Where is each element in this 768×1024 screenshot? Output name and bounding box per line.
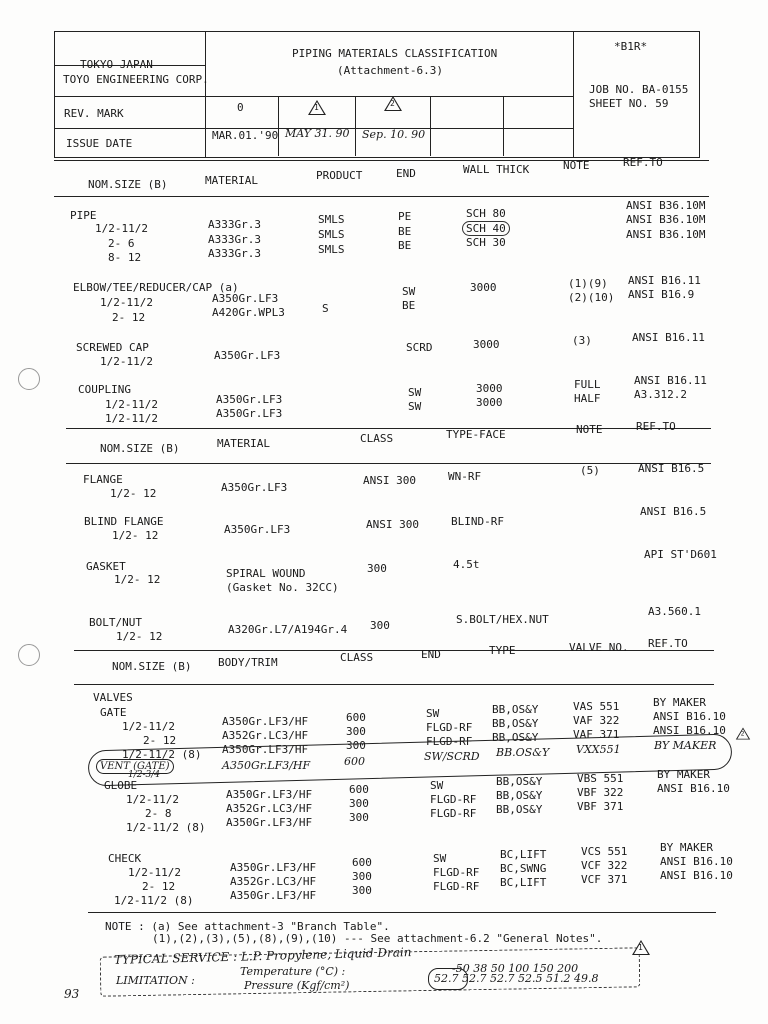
valve-no: VBF 322 [577, 786, 624, 799]
ref: ANSI B16.11 [634, 374, 707, 387]
end: SW [408, 400, 422, 413]
type: S.BOLT/HEX.NUT [456, 613, 549, 626]
pressure-circle [428, 968, 468, 990]
note: (1)(9) [568, 277, 608, 290]
type: BB,OS&Y [492, 731, 539, 744]
col-material-header: MATERIAL [205, 174, 258, 187]
note: HALF [574, 392, 601, 405]
col-body-header: BODY/TRIM [218, 656, 278, 669]
class: ANSI 300 [363, 474, 416, 487]
item-check: CHECK [108, 852, 142, 865]
end: SW/SCRD [424, 750, 480, 763]
rev-0: 0 [237, 101, 244, 114]
rev-mark-label: REV. MARK [64, 107, 124, 120]
col-end-header: END [421, 648, 441, 661]
ref: ANSI B16.11 [628, 274, 701, 287]
type: WN-RF [448, 470, 482, 483]
col-valve-header: VALVE NO. [569, 641, 629, 654]
size: 1/2-11/2 (8) [126, 821, 206, 834]
col-note-header: NOTE [576, 423, 603, 436]
item-elbow: ELBOW/TEE/REDUCER/CAP (a) [73, 281, 239, 294]
end: FLGD-RF [430, 793, 477, 806]
type: 4.5t [453, 558, 480, 571]
typical-service: TYPICAL SERVICE : L.P. Propylene, Liquid Drain [113, 945, 412, 967]
pressure-label: Pressure (Kgf/cm²) [244, 979, 350, 992]
size: 1/2-11/2 [100, 355, 153, 368]
material: A320Gr.L7/A194Gr.4 [228, 623, 348, 636]
end: SW [408, 386, 422, 399]
body: A352Gr.LC3/HF [226, 802, 313, 815]
valve-no: VBS 551 [577, 772, 624, 785]
doc-subtitle: (Attachment-6.3) [337, 64, 443, 77]
issue-date-label: ISSUE DATE [66, 137, 133, 150]
body: A350Gr.LF3/HF [230, 861, 317, 874]
item-globe: GLOBE [104, 779, 138, 792]
class: 300 [352, 884, 372, 897]
product: SMLS [318, 228, 345, 241]
col-size-header: NOM.SIZE (B) [112, 660, 192, 673]
col-ref-header: REF.TO [636, 420, 676, 433]
size: 2- 12 [143, 734, 177, 747]
class: 300 [349, 811, 369, 824]
body: A350Gr.LF3/HF [230, 889, 317, 902]
ref: ANSI B16.10 [660, 855, 733, 868]
body: A352Gr.LC3/HF [230, 875, 317, 888]
item-coupling: COUPLING [78, 383, 131, 396]
rev-2-triangle-marker: 2 [736, 728, 750, 740]
ref: API ST'D601 [644, 548, 717, 561]
size: 1/2- 12 [110, 487, 157, 500]
ref: ANSI B16.5 [640, 505, 707, 518]
size: 1/2-11/2 [100, 296, 153, 309]
end: PE [398, 210, 412, 223]
type: BB,OS&Y [496, 775, 543, 788]
product: S [322, 302, 329, 315]
note-line-1: NOTE : (a) See attachment-3 "Branch Table". [105, 920, 390, 933]
company-line2: TOYO ENGINEERING CORP. [63, 73, 209, 86]
size: 1/2- 12 [112, 529, 159, 542]
material: A420Gr.WPL3 [212, 306, 285, 319]
material: A333Gr.3 [208, 218, 261, 231]
end: SCRD [406, 341, 433, 354]
size: 1/2-3/4 [128, 770, 161, 780]
end: SW [430, 779, 444, 792]
body: A350Gr.LF3/HF [222, 715, 309, 728]
col-type-header: TYPE-FACE [446, 428, 506, 441]
end: BE [398, 239, 412, 252]
size: 1/2-11/2 (8) [114, 894, 194, 907]
wall: 3000 [476, 382, 503, 395]
ref: ANSI B36.10M [626, 199, 706, 212]
material: A350Gr.LF3 [216, 393, 283, 406]
temperature-values: -50 38 50 100 150 200 [452, 962, 579, 975]
ref: BY MAKER [654, 739, 717, 752]
size: 2- 8 [145, 807, 172, 820]
col-end-header: END [396, 167, 416, 180]
ref: ANSI B16.10 [653, 724, 726, 737]
wall: SCH 80 [466, 207, 506, 220]
material: A350Gr.LF3 [224, 523, 291, 536]
col-ref-header: REF.TO [648, 637, 688, 650]
valve-no: VAS 551 [573, 700, 620, 713]
body: A350Gr.LF3/HF [222, 759, 311, 772]
item-screwed-cap: SCREWED CAP [76, 341, 149, 354]
issue-date-1: MAY 31. 90 [285, 127, 350, 140]
wall-circled: SCH 40 [462, 221, 510, 236]
col-size-header: NOM.SIZE (B) [88, 178, 168, 191]
size: 2- 12 [142, 880, 176, 893]
col-product-header: PRODUCT [316, 169, 363, 182]
rev-1-triangle: 1 [308, 100, 326, 115]
type: BC,LIFT [500, 848, 547, 861]
material: A350Gr.LF3 [221, 481, 288, 494]
note-line-2: (1),(2),(3),(5),(8),(9),(10) --- See attachment-6.2 "General Notes". [152, 932, 603, 945]
class: 300 [370, 619, 390, 632]
col-type-header: TYPE [489, 644, 516, 657]
valve-no: VXX551 [576, 743, 621, 756]
material: A333Gr.3 [208, 247, 261, 260]
job-no: JOB NO. BA-0155 [589, 83, 689, 96]
body: A350Gr.LF3/HF [222, 743, 309, 756]
rev-2-triangle: 2 [384, 96, 402, 111]
class: 300 [346, 725, 366, 738]
item-gate: GATE [100, 706, 127, 719]
col-wall-header: WALL THICK [463, 163, 530, 176]
issue-date-0: MAR.01.'90 [212, 129, 279, 142]
class: 600 [346, 711, 366, 724]
ref: ANSI B16.10 [653, 710, 726, 723]
class: 600 [352, 856, 372, 869]
material: A350Gr.LF3 [216, 407, 283, 420]
rev-1-triangle-marker: 1 [632, 940, 650, 955]
ref: ANSI B16.9 [628, 288, 695, 301]
item-flange: FLANGE [83, 473, 123, 486]
ref: ANSI B36.10M [626, 228, 706, 241]
body: A350Gr.LF3/HF [226, 816, 313, 829]
size: 1/2-11/2 [122, 720, 175, 733]
product: SMLS [318, 243, 345, 256]
item-blind-flange: BLIND FLANGE [84, 515, 164, 528]
end: FLGD-RF [430, 807, 477, 820]
binder-hole [18, 644, 40, 666]
item-pipe: PIPE [70, 209, 97, 222]
valve-no: VBF 371 [577, 800, 624, 813]
doc-title: PIPING MATERIALS CLASSIFICATION [292, 47, 498, 60]
col-material-header: MATERIAL [217, 437, 270, 450]
col-note-header: NOTE [563, 159, 590, 172]
valve-no: VAF 322 [573, 714, 620, 727]
wall: 3000 [473, 338, 500, 351]
end: BE [398, 225, 412, 238]
class: 300 [367, 562, 387, 575]
ref: ANSI B36.10M [626, 213, 706, 226]
pressure-values: 52.7 52.7 52.7 52.5 51.2 49.8 [434, 972, 599, 985]
doc-code: *B1R* [614, 40, 648, 53]
size: 1/2-11/2 [105, 412, 158, 425]
valve-no: VCS 551 [581, 845, 628, 858]
end: FLGD-RF [426, 735, 473, 748]
body: A352Gr.LC3/HF [222, 729, 309, 742]
class: 600 [344, 755, 365, 768]
item-gasket: GASKET [86, 560, 126, 573]
valves-label: VALVES [93, 691, 133, 704]
wall: SCH 30 [466, 236, 506, 249]
issue-date-2: Sep. 10. 90 [362, 128, 426, 141]
vent-row-loop [88, 734, 733, 787]
col-class-header: CLASS [340, 651, 374, 664]
valve-no: VAF 371 [573, 728, 620, 741]
ref: ANSI B16.10 [657, 782, 730, 795]
end: SW [426, 707, 440, 720]
material: A350Gr.LF3 [212, 292, 279, 305]
type: BB,OS&Y [496, 803, 543, 816]
type: BB,OS&Y [496, 789, 543, 802]
wall: 3000 [470, 281, 497, 294]
size: 8- 12 [108, 251, 142, 264]
size: 1/2-11/2 [128, 866, 181, 879]
type: BB,OS&Y [492, 703, 539, 716]
ref: A3.312.2 [634, 388, 687, 401]
note: (5) [580, 464, 600, 477]
ref: BY MAKER [653, 696, 706, 709]
size: 2- 6 [108, 237, 135, 250]
size: 1/2-11/2 [126, 793, 179, 806]
end: SW [402, 285, 416, 298]
class: 300 [349, 797, 369, 810]
ref: A3.560.1 [648, 605, 701, 618]
item-bolt-nut: BOLT/NUT [89, 616, 142, 629]
size: 1/2-11/2 (8) [122, 748, 202, 761]
ref: ANSI B16.5 [638, 462, 705, 475]
ref: ANSI B16.11 [632, 331, 705, 344]
col-ref-header: REF.TO [623, 156, 663, 169]
note: (2)(10) [568, 291, 615, 304]
type: BC,SWNG [500, 862, 547, 875]
size: 2- 12 [112, 311, 146, 324]
end: FLGD-RF [433, 880, 480, 893]
ref: BY MAKER [660, 841, 713, 854]
size: 1/2- 12 [114, 573, 161, 586]
vent-gate-label: VENT (GATE) [96, 759, 174, 774]
col-size-header: NOM.SIZE (B) [100, 442, 180, 455]
wall: 3000 [476, 396, 503, 409]
size: 1/2- 12 [116, 630, 163, 643]
class: 600 [349, 783, 369, 796]
company-line1: TOKYO JAPAN [80, 58, 153, 71]
binder-hole [18, 368, 40, 390]
col-class-header: CLASS [360, 432, 394, 445]
type: BB,OS&Y [492, 717, 539, 730]
material-detail: (Gasket No. 32CC) [226, 581, 339, 594]
note: FULL [574, 378, 601, 391]
type: BC,LIFT [500, 876, 547, 889]
material: A350Gr.LF3 [214, 349, 281, 362]
ref: ANSI B16.10 [660, 869, 733, 882]
size: 1/2-11/2 [95, 222, 148, 235]
class: ANSI 300 [366, 518, 419, 531]
material: A333Gr.3 [208, 233, 261, 246]
ref: BY MAKER [657, 768, 710, 781]
limitation-label: LIMITATION : [116, 974, 195, 987]
valve-no: VCF 371 [581, 873, 628, 886]
product: SMLS [318, 213, 345, 226]
end: FLGD-RF [426, 721, 473, 734]
material: SPIRAL WOUND [226, 567, 306, 580]
temperature-label: Temperature (°C) : [240, 965, 346, 978]
end: SW [433, 852, 447, 865]
page-number: 93 [64, 987, 80, 1001]
class: 300 [352, 870, 372, 883]
type: BB.OS&Y [496, 746, 550, 759]
end: FLGD-RF [433, 866, 480, 879]
valve-no: VCF 322 [581, 859, 628, 872]
sheet-no: SHEET NO. 59 [589, 97, 669, 110]
end: BE [402, 299, 416, 312]
size: 1/2-11/2 [105, 398, 158, 411]
class: 300 [346, 739, 366, 752]
note: (3) [572, 334, 592, 347]
type: BLIND-RF [451, 515, 504, 528]
body: A350Gr.LF3/HF [226, 788, 313, 801]
